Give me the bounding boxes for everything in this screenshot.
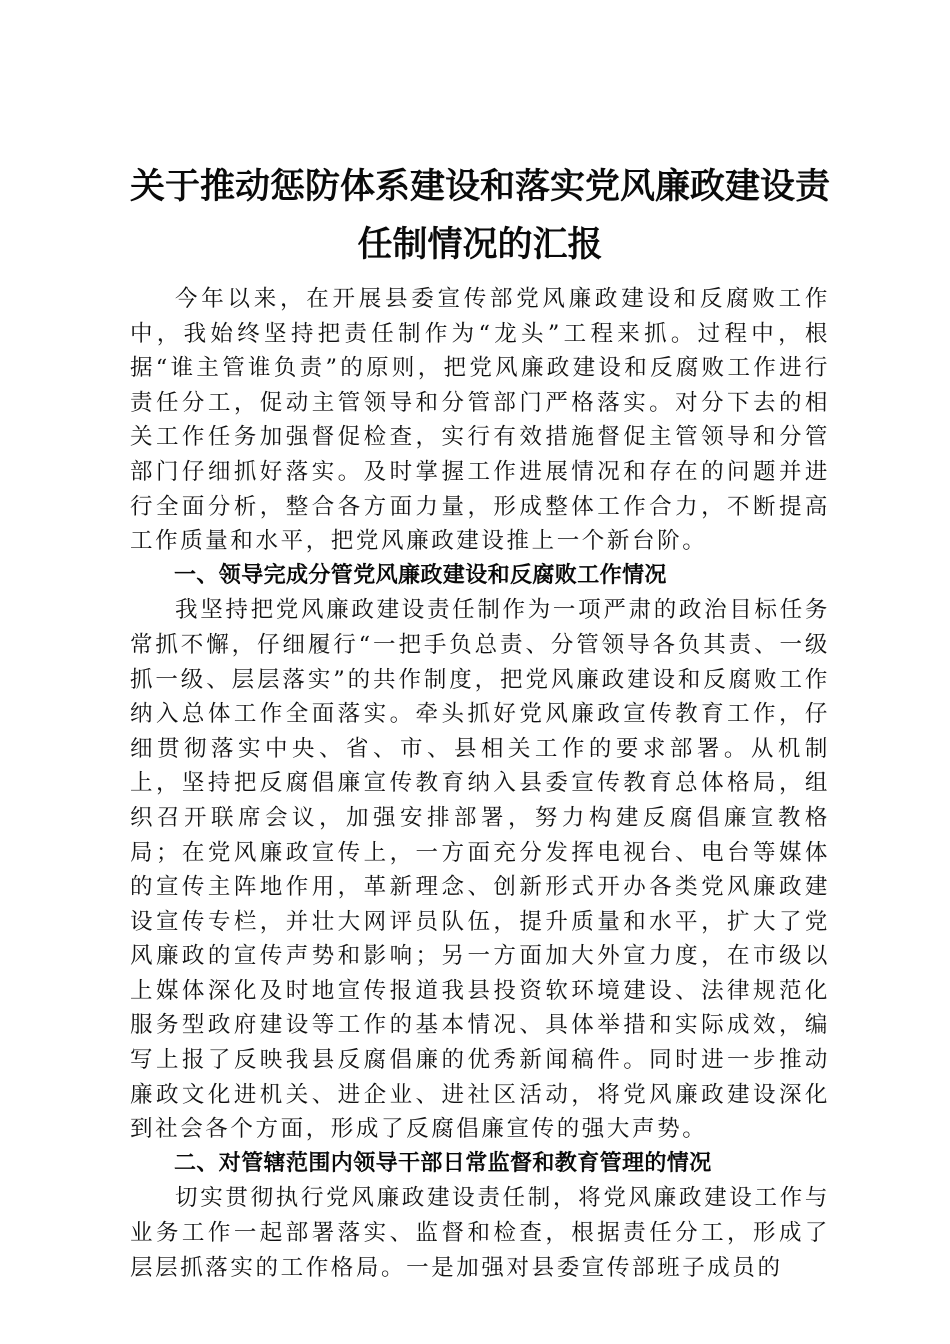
title-line-2: 任制情况的汇报 (357, 225, 603, 265)
intro-paragraph: 今年以来，在开展县委宣传部党风廉政建设和反腐败工作中，我始终坚持把责任制作为“龙头”工程来抓。过程中，根据“谁主管谁负责”的原则，把党风廉政建设和反腐败工作进行责任分工，促动主管领导和分管部门严格落实。对分下去的相关工作任务加强督促检查，实行有效措施督促主管领导和分管部门仔细抓好落实。及时掌握工作进展情况和存在的问题并进行全面分析，整合各方面力量，形成整体工作合力，不断提高工作质量和水平，把党风廉政建设推上一个新台阶。 (130, 286, 830, 555)
document-page (130, 158, 830, 1285)
document-body (130, 282, 830, 1285)
document-title (130, 158, 830, 274)
section-2-paragraph: 切实贯彻执行党风廉政建设责任制，将党风廉政建设工作与业务工作一起部署落实、监督和检查，根据责任分工，形成了层层抓落实的工作格局。一是加强对县委宣传部班子成员的 (130, 1185, 830, 1281)
section-1-heading: 一、领导完成分管党风廉政建设和反腐败工作情况 (174, 562, 667, 588)
section-2-heading: 二、对管辖范围内领导干部日常监督和教育管理的情况 (174, 1150, 712, 1176)
section-1-paragraph: 我坚持把党风廉政建设责任制作为一项严肃的政治目标任务常抓不懈，仔细履行“一把手负总责、分管领导各负其责、一级抓一级、层层落实”的共作制度，把党风廉政建设和反腐败工作纳入总体工作全面落实。牵头抓好党风廉政宣传教育工作，仔细贯彻落实中央、省、市、县相关工作的要求部署。从机制上，坚持把反腐倡廉宣传教育纳入县委宣传教育总体格局，组织召开联席会议，加强安排部署，努力构建反腐倡廉宣教格局；在党风廉政宣传上，一方面充分发挥电视台、电台等媒体的宣传主阵地作用，革新理念、创新形式开办各类党风廉政建设宣传专栏，并壮大网评员队伍，提升质量和水平，扩大了党风廉政的宣传声势和影响；另一方面加大外宣力度，在市级以上媒体深化及时地宣传报道我县投资软环境建设、法律规范化服务型政府建设等工作的基本情况、具体举措和实际成效，编写上报了反映我县反腐倡廉的优秀新闻稿件。同时进一步推动廉政文化进机关、进企业、进社区活动，将党风廉政建设深化到社会各个方面，形成了反腐倡廉宣传的强大声势。 (130, 597, 830, 1143)
title-line-1: 关于推动惩防体系建设和落实党风廉政建设责 (130, 167, 831, 207)
